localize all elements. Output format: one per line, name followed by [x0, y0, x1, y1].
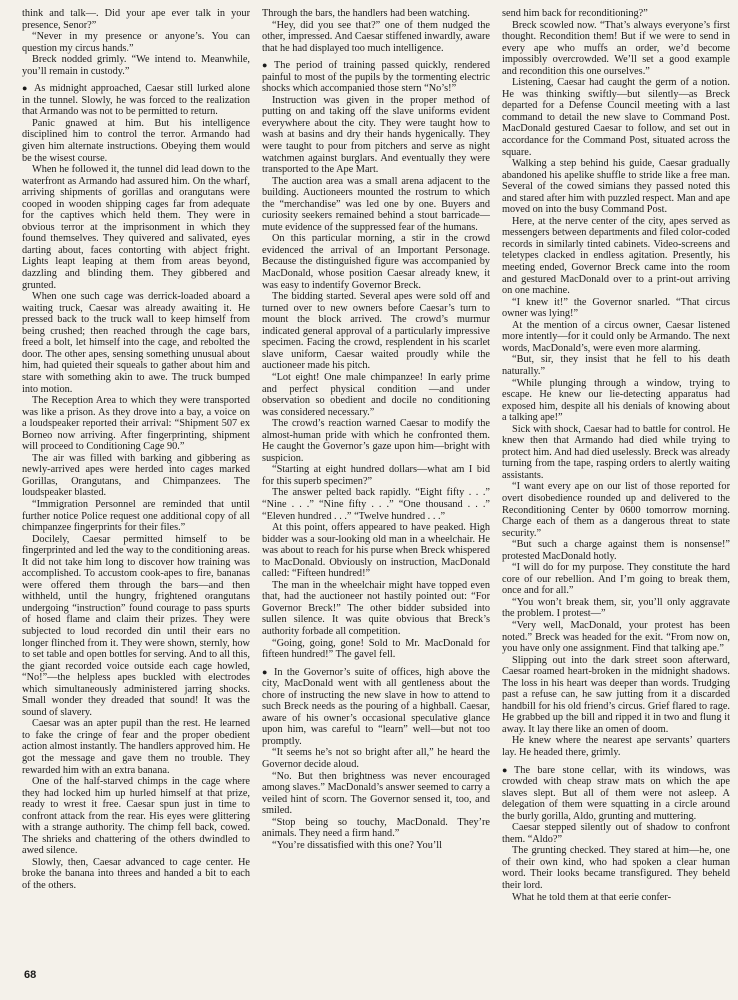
paragraph: “You’re dissatisfied with this one? You’ll	[272, 839, 442, 851]
paragraph: “You won’t break them, sir, you’ll only aggravate the problem. I protest—”	[502, 596, 730, 620]
section-start-paragraph: ● In the Governor’s suite of offices, high above the city, MacDonald went with all gentleness about the chore of instructing the new slave in how to attend to such Breck needs as the pouring of a highball. Caesar, aware of his owner’s occasional speculative glance upon him, was careful to “learn” well—but not too promptly.	[262, 667, 490, 748]
column-right	[502, 8, 730, 983]
paragraph: “No. But then brightness was never encouraged among slaves.” MacDonald’s answer seemed to carry a veiled hint of scorn. The Governor sensed it, too, and smiled.	[262, 770, 490, 817]
page-number: 68	[24, 969, 37, 981]
paragraph: “Immigration Personnel are reminded that until further notice Police request one additional copy of all chimpanzee fingerprints for their files.”	[22, 498, 250, 534]
paragraph: The grunting checked. They stared at him—he, one of their own kind, who had spoken a clear human word. Their looks became transfigured. They beheld their lord.	[502, 845, 730, 892]
paragraph: The Reception Area to which they were transported was like a prison. As they drove into a bay, a voice on a loudspeaker reported their arrival: “Shipment 507 ex Borneo now arriving. After fingerprinting, shipment will proceed to Conditioning Cage 90.”	[22, 395, 250, 453]
section-start-paragraph: ● The period of training passed quickly, rendered painful to most of the pupils by the tormenting electric shocks which accompanied those stern “No’s!”	[262, 60, 490, 95]
paragraph: He knew where the nearest ape servants’ quarters lay. He headed there, grimly.	[502, 735, 730, 758]
text-columns	[22, 8, 730, 983]
paragraph: think and talk—. Did your ape ever talk in your presence, Senor?”	[22, 8, 250, 31]
paragraph: At the mention of a circus owner, Caesar listened more intently—for it could only be Armando. The next words, MacDonald’s, were even more alarming.	[502, 319, 730, 354]
paragraph: “Starting at eight hundred dollars—what am I bid for this superb specimen?”	[262, 464, 490, 487]
paragraph: Through the bars, the handlers had been watching.	[262, 8, 470, 19]
paragraph: “I knew it!” the Governor snarled. “That circus owner was lying!”	[502, 296, 730, 320]
paragraph: “Never in my presence or anyone’s. You can question my circus hands.”	[22, 31, 250, 54]
paragraph: Here, at the nerve center of the city, apes served as messengers between departments and filed color-coded records in similarly tinted cabinets. Video-screens and teletypes clacked in endless agitation. Presently, his meeting ended, Governor Breck came into the room and gestured MacDonald over to a print-out arriving on one machine.	[502, 215, 730, 297]
paragraph: Caesar was an apter pupil than the rest. He learned to fake the cringe of fear and the proper obedient action almost instantly. The handlers approved him. He got the message and gave them no trouble. They rewarded him with an extra banana.	[22, 718, 250, 776]
paragraph: Breck nodded grimly. “We intend to. Meanwhile, you’ll remain in custody.”	[22, 54, 250, 77]
paragraph: “Very well, MacDonald, your protest has been noted.” Breck was headed for the exit. “From now on, you have only one assignment. Find that talking ape.”	[502, 619, 730, 655]
paragraph: “But, sir, they insist that he fell to his death naturally.”	[502, 354, 730, 377]
paragraph: Listening, Caesar had caught the germ of a notion. He was thinking swiftly—but silently—as Breck departed for a Defense Council meeting with a last command to detail the new slave to Command Post. MacDonald gestured Caesar to follow, and set out in accordance for the Command Post, situated across the square.	[502, 77, 730, 158]
paragraph: One of the half-starved chimps in the cage where they had locked him up hurled himself at that prize, ready to wrest it free. Caesar spun just in time to confront attack from the rear. His eyes were glittering with a strange authority. The chimp fell back, cowed. The shrieks and chattering of the others dwindled to awed silence.	[22, 776, 250, 857]
paragraph: “Stop being so touchy, MacDonald. They’re animals. They need a firm hand.”	[262, 816, 490, 840]
paragraph: “While plunging through a window, trying to escape. He knew our lie-detecting apparatus had exposed him, despite all his denials of knowing about a talking ape!”	[502, 377, 730, 424]
paragraph: Panic gnawed at him. But his intelligence disciplined him to control the terror. Armando had given him alternate instructions. Obeying them would be the wisest course.	[22, 117, 250, 164]
paragraph: Sick with shock, Caesar had to battle for control. He knew then that Armando had died while trying to protect him. And had died uselessly. Breck was already turning from the tape, rasping orders to alertly waiting assistants.	[502, 423, 730, 481]
column-left	[22, 8, 250, 983]
paragraph: The air was filled with barking and gibbering as newly-arrived apes were herded into cages marked Gorillas, Orangutans, and Chimpanzees. The loudspeaker blasted.	[22, 452, 250, 499]
paragraph: Breck scowled now. “That’s always everyone’s first thought. Recondition them! But if we were to send in every ape who muffs an order, we’d become impossibly overcrowded. We’ll set a good example and recondition this one ourselves.”	[502, 19, 730, 77]
paragraph: “Going, going, gone! Sold to Mr. MacDonald for fifteen hundred!” The gavel fell.	[262, 637, 490, 661]
paragraph: Walking a step behind his guide, Caesar gradually abandoned his apelike shuffle to stride like a free man. Several of the cowed simians they passed noted this and stared after him with puzzled respect. Man and ape moved on into the busy Command Post.	[502, 158, 730, 216]
paragraph: The crowd’s reaction warned Caesar to modify the almost-human pride with which he confronted them. He caught the Governor’s gaze upon him—bright with suspicion.	[262, 418, 490, 464]
paragraph: Slowly, then, Caesar advanced to cage center. He broke the banana into threes and handed a bit to each of the others.	[22, 856, 250, 892]
paragraph: Docilely, Caesar permitted himself to be fingerprinted and led the way to the conditioning areas. It did not take him long to discover how training was accomplished. To accustom cook-apes to fire, bananas were offered them through the bars—and then withheld, until the hungry, frightened orangutans undergoing “instruction” found courage to pass spurts of hosed flame and claim their prizes. They were subjected to loud recorded din until their ears no longer flinched from it. They were shown, sternly, how to set table and open bottles for serving. And to all this, the giant recorded voice outside each cage howled, “No!”—the helpless apes buckled with electrodes which simultaneously administered jarring shocks. Small wonder they dreaded that sound! It was the sound of slavery.	[22, 533, 250, 718]
section-start-paragraph: ● As midnight approached, Caesar still lurked alone in the tunnel. Slowly, he was forced to the realization that Armando was not to be permitted to return.	[22, 83, 250, 118]
paragraph: “I want every ape on our list of those reported for overt disobedience rounded up and delivered to the Reconditioning Center by 0600 tomorrow morning. Charge each of them as a dangerous threat to state security.”	[502, 481, 730, 539]
paragraph: The answer pelted back rapidly. “Eight fifty . . .” “Nine . . .” “Nine fifty . . .” “One thousand . . .” “Eleven hundred . . .” “Twelve hundred . . .”	[262, 487, 490, 522]
paragraph: “It seems he’s not so bright after all,” he heard the Governor decide aloud.	[262, 747, 490, 770]
paragraph: “But such a charge against them is nonsense!” protested MacDonald hotly.	[502, 539, 730, 562]
paragraph: The man in the wheelchair might have topped even that, had the auctioneer not hastily pointed out: “For Governor Breck!” The other bidder subsided into sullen silence. It was quite obvious that Breck’s authority forbade all competition.	[262, 579, 490, 637]
paragraph: At this point, offers appeared to have peaked. High bidder was a sour-looking old man in a wheelchair. He was about to reach for his purse when Breck whispered to MacDonald. Obviously on instruction, MacDonald called: “Fifteen hundred!”	[262, 522, 490, 580]
paragraph: On this particular morning, a stir in the crowd evidenced the arrival of an Important Personage. Because the distinguished figure was accompanied by MacDonald, whose position Caesar already knew, it was easy to indentify Governor Breck.	[262, 233, 490, 291]
paragraph: Slipping out into the dark street soon afterward, Caesar roamed heart-broken in the midnight shadows. The loss in his heart was deeper than words. Trudging past a refuse can, he saw jutting from it a discarded handbill for his old friend’s circus. Grief flared to rage. He grabbed up the bill and ripped it in two and flung it away. It lay there like an omen of doom.	[502, 654, 730, 735]
paragraph: “I will do for my purpose. They constitute the hard core of our rebellion. And I’m going to break them, once and for all.”	[502, 562, 730, 597]
paragraph: What he told them at that eerie confer-	[512, 891, 672, 903]
paragraph: When one such cage was derrick-loaded aboard a waiting truck, Caesar was already awaiting it. He pressed back to the truck wall to keep himself from being crushed; then reached through the cage bars, freed a bolt, let himself into the cage, and rebolted the door. The other apes, sensing something unusual about him, had quieted their squeals to gather about him and stare with something akin to awe. The truck bumped into motion.	[22, 291, 250, 395]
paragraph: Caesar stepped silently out of shadow to confront them. “Aldo?”	[502, 822, 730, 845]
column-middle	[262, 8, 490, 983]
paragraph: “Hey, did you see that?” one of them nudged the other, impressed. And Caesar stiffened inwardly, aware that he had displayed too much intelligence.	[262, 19, 490, 54]
paragraph: Instruction was given in the proper method of putting on and taking off the slave uniforms evident everywhere about the city. They were taught how to wash at basins and dry their hands hygenically. They were taught to pour from pitchers and serve as night watchmen against burglars. And eventually they were transported to the Ape Mart.	[262, 94, 490, 176]
paragraph: “Lot eight! One male chimpanzee! In early prime and perfect physical condition —and under observation so obedient and docile no conditioning was considered necessary.”	[262, 371, 490, 418]
paragraph: The bidding started. Several apes were sold off and turned over to new owners before Caesar’s turn to mount the block arrived. The crowd’s murmur indicated general approval of a particularly impressive specimen. Facing the crowd, resplendent in his scarlet slave uniform, Caesar waited proudly while the auctioneer made his pitch.	[262, 291, 490, 372]
paragraph: The auction area was a small arena adjacent to the building. Auctioneers mounted the rostrum to which the “merchandise” was led one by one. Buyers and curiosity seekers remained behind a stout barricade—mute evidence of the suppressed fear of the humans.	[262, 175, 490, 233]
paragraph: send him back for reconditioning?”	[502, 8, 648, 19]
paragraph: When he followed it, the tunnel did lead down to the waterfront as Armando had assured him. On the wharf, arriving shipments of gorillas and orangutans were cooped in wooden shipping cages far from adequate for the captives which held them. They were in obvious terror at the imprisonment in which they found themselves. They quivered and salivated, eyes darting about, faces contorting with abject fright. Lights leapt leaping at them from areas beyond, dazzling and blinding them. They gibbered and grunted.	[22, 164, 250, 291]
section-start-paragraph: ● The bare stone cellar, with its windows, was crowded with cheap straw mats on which the ape slaves slept. But all of them were not asleep. A delegation of them were squatting in a circle around the burly gorilla, Aldo, grunting and muttering.	[502, 765, 730, 823]
